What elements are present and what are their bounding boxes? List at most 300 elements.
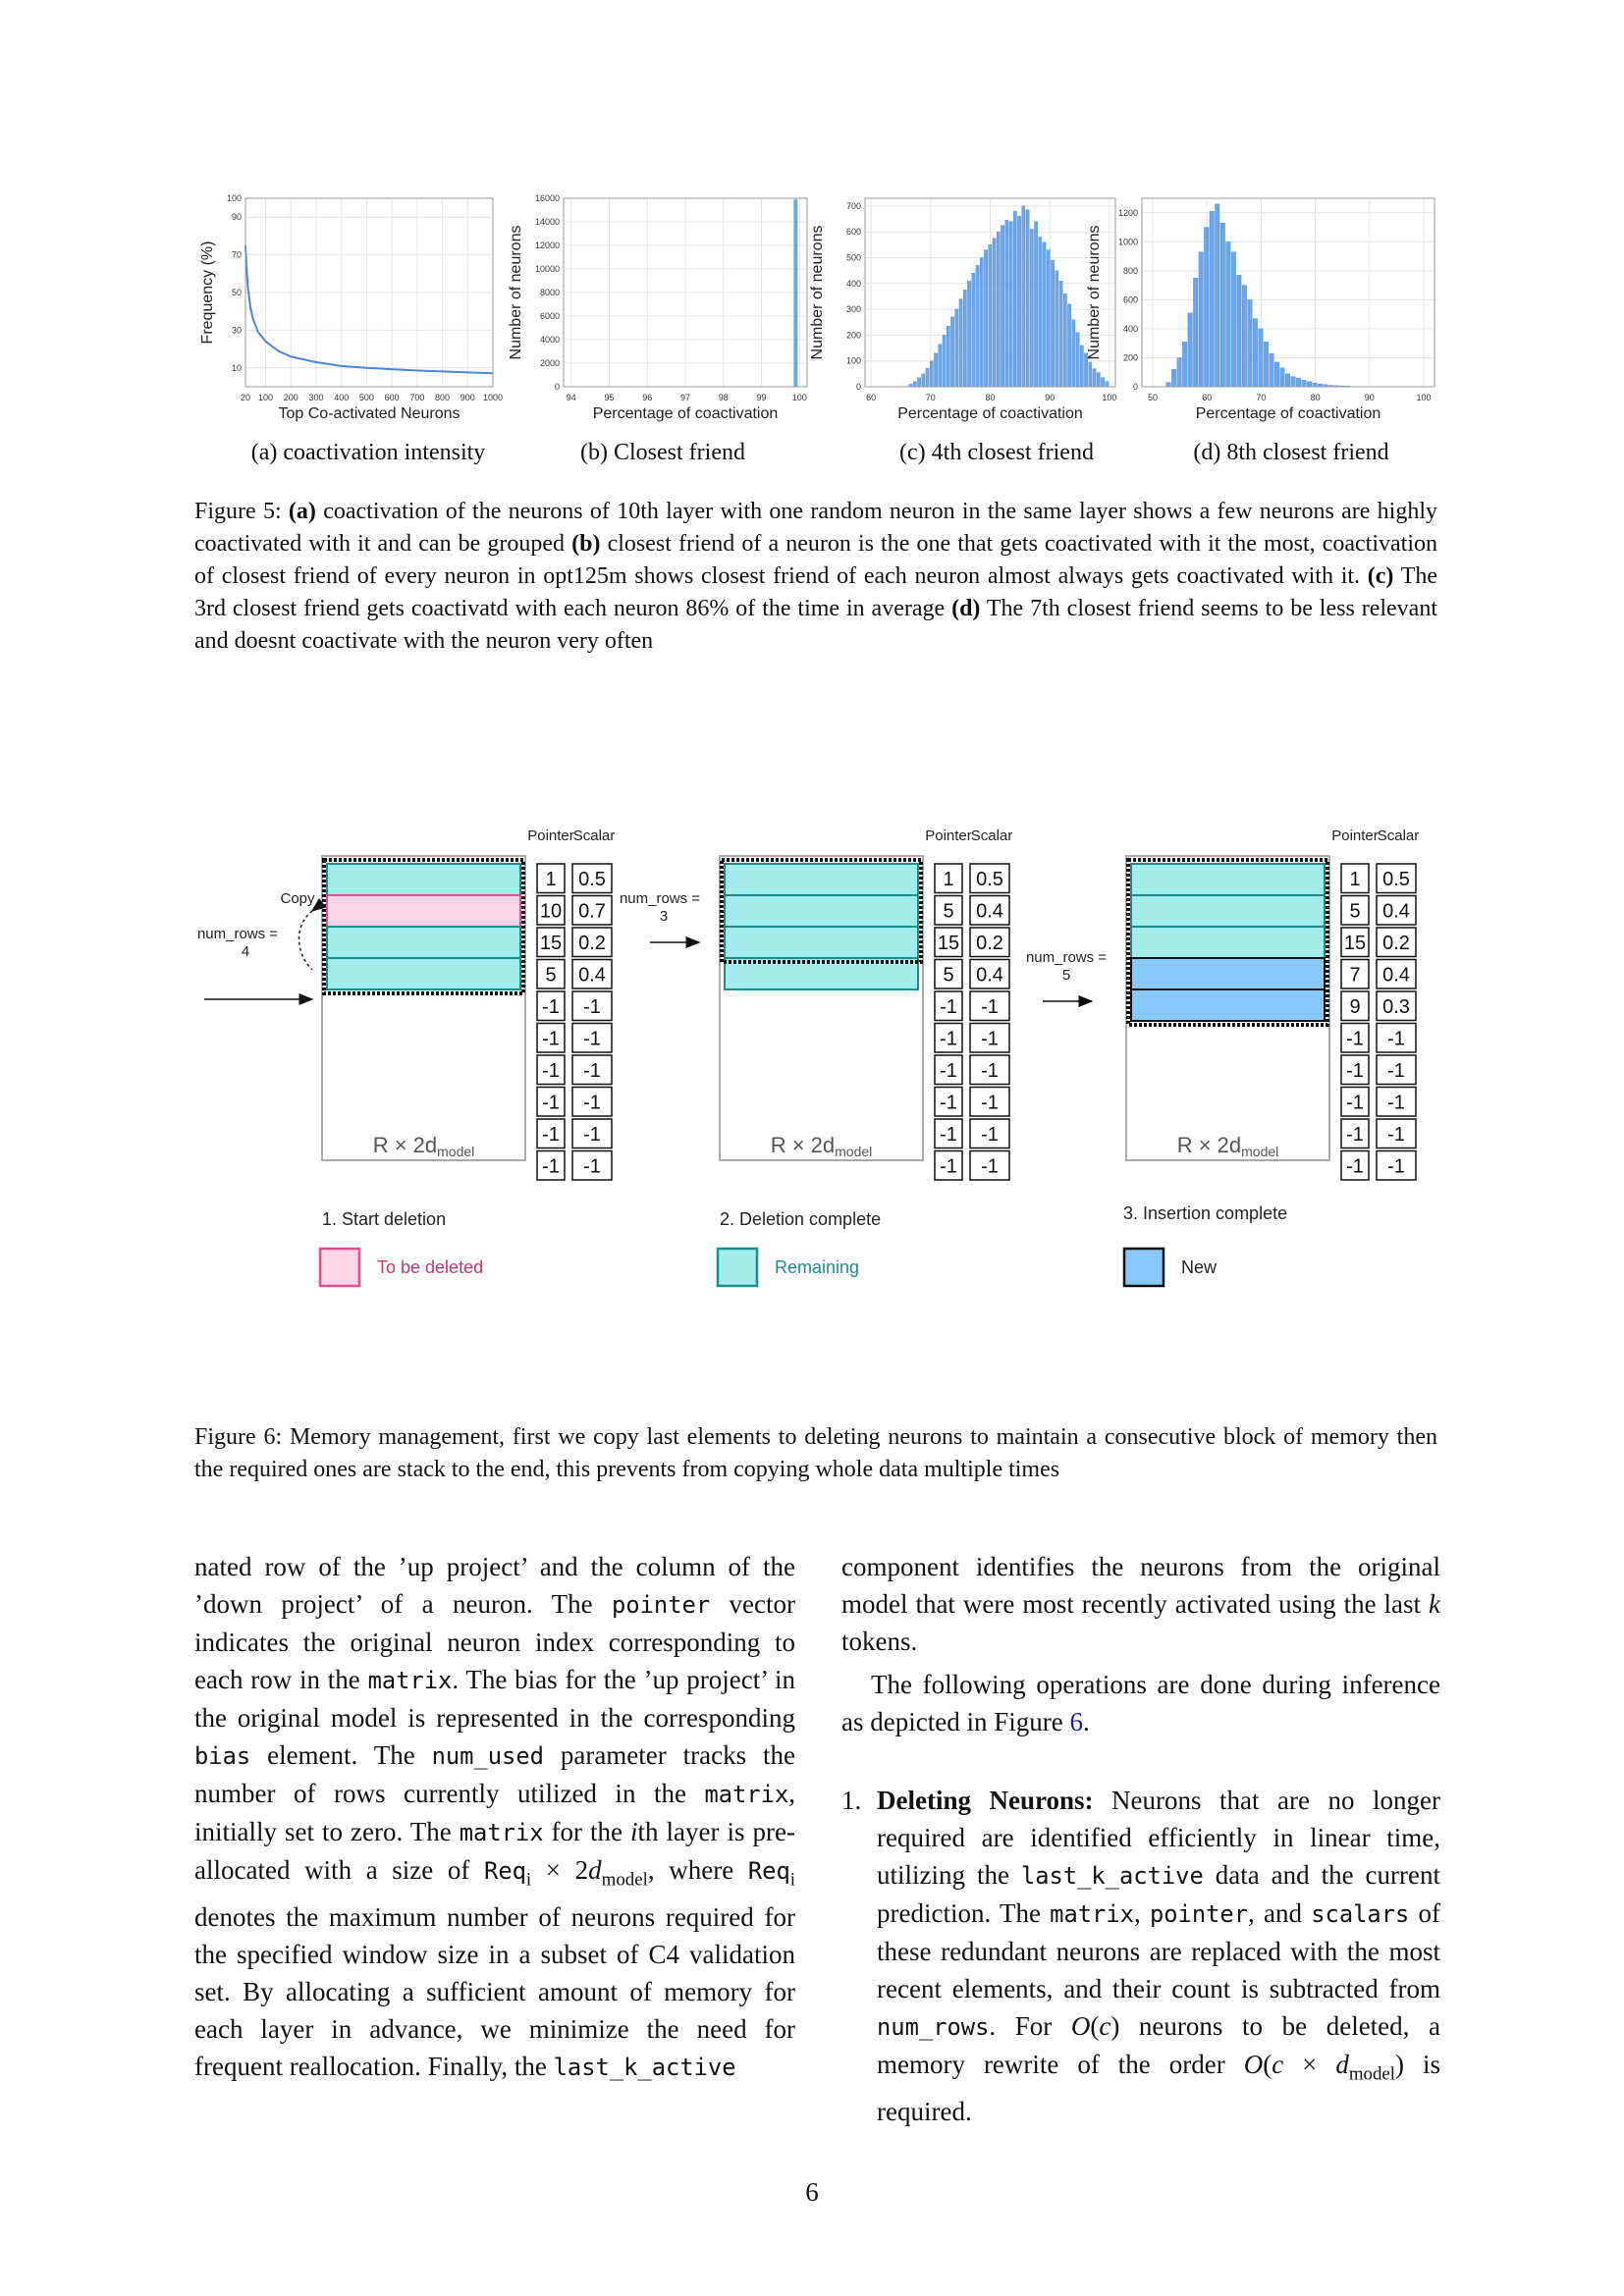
pointer-value: 15 (1343, 933, 1367, 954)
pointer-value: 1 (545, 869, 557, 890)
code-pointer: pointer (1149, 1900, 1249, 1928)
code-req: Req (747, 1857, 790, 1885)
scalar-value: -1 (981, 996, 999, 1018)
scalar-value: 0.4 (578, 964, 606, 987)
pointer-value: -1 (1346, 1092, 1364, 1114)
y-tick-label: 400 (1122, 323, 1138, 334)
y-tick-label: 1000 (1117, 237, 1138, 247)
scalar-header: Scalar (572, 828, 616, 844)
x-tick-label: 90 (1045, 393, 1056, 402)
x-tick-label: 70 (925, 393, 936, 402)
text-run: element. The (250, 1740, 432, 1770)
histogram-bar (1285, 374, 1290, 387)
histogram-bar (1253, 319, 1258, 387)
text-run: ( (1090, 2011, 1100, 2041)
x-tick-label: 200 (283, 393, 298, 402)
num-rows-value-1: 4 (241, 943, 250, 960)
scalar-value: -1 (981, 1092, 999, 1114)
figure-link[interactable]: 6 (1069, 1707, 1083, 1736)
pointer-value: -1 (940, 1028, 957, 1050)
scalar-value: -1 (1387, 1028, 1405, 1050)
legend-label: Remaining (775, 1257, 860, 1277)
scalar-value: -1 (583, 1092, 601, 1114)
pointer-value: -1 (940, 1060, 957, 1082)
histogram-bar (1039, 237, 1042, 387)
panel-title: 2. Deletion complete (720, 1209, 882, 1229)
scalar-value: 0.2 (578, 933, 606, 954)
y-tick-label: 14000 (534, 217, 560, 227)
legend-swatch (1124, 1249, 1164, 1286)
num-rows-label-2: num_rows = (619, 890, 701, 907)
histogram-bar (989, 244, 992, 387)
scalar-value: -1 (583, 996, 601, 1018)
left-column-paragraph (194, 1548, 795, 2086)
legend-swatch (320, 1249, 359, 1286)
scalar-value: 0.2 (976, 933, 1003, 954)
x-tick-label: 100 (258, 393, 274, 402)
figure-6-caption (194, 1421, 1437, 1486)
code-matrix: matrix (704, 1781, 789, 1808)
pointer-value: 5 (943, 964, 954, 987)
text-run: coactivation of the neurons of 10th layer with one random neuron in the same layer shows a few neurons are highly coactivated with it and can be grouped (194, 499, 1438, 557)
matrix-row (1131, 864, 1325, 895)
text-run: Neurons that are no longer required are identified efficiently in linear time, utilizing the (877, 1786, 1440, 1890)
x-tick-label: 100 (1102, 393, 1117, 402)
histogram-bar (972, 273, 975, 387)
matrix-row (1131, 989, 1325, 1021)
histogram-bar (1199, 252, 1204, 387)
pointer-value: -1 (1346, 1155, 1364, 1178)
histogram-bar (939, 345, 942, 387)
text-run: vector indicates the original neuron index corresponding to each row in the (194, 1589, 795, 1694)
text-run: ) neurons to be deleted, a memory rewrite of the order (877, 2011, 1440, 2079)
num-rows-label-3: num_rows = (1025, 949, 1108, 966)
x-tick-label: 90 (1364, 393, 1375, 402)
subscript: i (789, 1869, 795, 1891)
histogram-bar (1030, 230, 1033, 387)
num-rows-label-1: num_rows = (196, 926, 279, 942)
math-var: d (1335, 2050, 1349, 2079)
figure-6-memory-diagram (0, 805, 1624, 1315)
y-tick-label: 10 (231, 362, 242, 373)
histogram-bar (1296, 378, 1301, 387)
y-tick-label: 4000 (539, 335, 560, 345)
histogram-bar (1171, 369, 1176, 387)
x-tick-label: 94 (566, 393, 576, 402)
bold-run: (c) (1367, 563, 1394, 589)
pointer-value: 7 (1349, 964, 1361, 987)
text-run: The 3rd closest friend gets coactivatd with each neuron 86% of the time in average (194, 563, 1437, 621)
histogram-bar (1001, 226, 1003, 387)
histogram-bar (963, 290, 966, 387)
histogram-bar (1013, 211, 1016, 387)
x-tick-label: 400 (334, 393, 350, 402)
text-run: of these redundant neurons are replaced with the most recent elements, and their count is subtracted from (877, 1898, 1441, 2003)
histogram-bar (1059, 281, 1062, 387)
text-run: . (1082, 1707, 1090, 1736)
histogram-bar (793, 199, 797, 387)
y-axis-label: Frequency (%) (199, 240, 216, 345)
memory-panel-2 (718, 828, 1012, 1286)
y-tick-label: 100 (226, 193, 242, 203)
figure-6-caption-label: Figure 6: (194, 1424, 283, 1450)
histogram-bar (1009, 222, 1012, 387)
matrix-size-subscript: model (437, 1144, 475, 1159)
pointer-value: -1 (940, 1124, 957, 1146)
histogram-bar (1101, 378, 1104, 387)
y-tick-label: 2000 (539, 358, 560, 368)
x-tick-label: 99 (756, 393, 767, 402)
subscript: i (525, 1869, 532, 1891)
matrix-row (725, 895, 918, 927)
histogram-bar (1022, 206, 1025, 387)
histogram-bar (1076, 333, 1079, 387)
text-run: data and the current prediction. The (877, 1860, 1440, 1928)
chart-4th-closest-friend (809, 198, 1116, 422)
scalar-value: -1 (583, 1028, 601, 1050)
histogram-bar (950, 317, 953, 387)
y-tick-label: 100 (845, 355, 861, 366)
text-run: × (1283, 2050, 1336, 2079)
code-last-k-active: last_k_active (553, 2054, 736, 2082)
math-var: O (1243, 2050, 1264, 2079)
right-column-paragraph-1 (841, 1548, 1440, 1660)
histogram-bar (1313, 383, 1318, 387)
figure-6-caption-text: Memory management, first we copy last elements to deleting neurons to maintain a consecutive block of memory then the required ones are stack to the end, this prevents from copying whole data multiple times (194, 1424, 1437, 1482)
histogram-bar (984, 250, 987, 387)
code-num-used: num_used (431, 1742, 544, 1770)
histogram-bar (947, 326, 949, 387)
x-tick-label: 100 (791, 393, 807, 402)
y-tick-label: 700 (845, 200, 861, 211)
x-tick-label: 80 (1310, 393, 1321, 402)
y-tick-label: 0 (1132, 382, 1138, 392)
y-tick-label: 90 (231, 212, 242, 223)
histogram-bar (922, 374, 925, 387)
histogram-bar (955, 309, 958, 387)
scalar-header: Scalar (970, 828, 1013, 844)
histogram-bar (1220, 223, 1225, 387)
subcaption-d: (d) 8th closest friend (1193, 440, 1389, 465)
x-tick-label: 95 (604, 393, 615, 402)
math-var: O (1070, 2011, 1091, 2041)
memory-panel-3 (1123, 828, 1419, 1286)
math-var: k (1429, 1589, 1440, 1619)
matrix-size-label: R × 2dmodel (372, 1133, 475, 1159)
pointer-value: -1 (1346, 1060, 1364, 1082)
histogram-bar (1270, 353, 1274, 387)
scalar-value: 0.2 (1382, 933, 1410, 954)
y-tick-label: 600 (1122, 294, 1138, 305)
x-tick-label: 500 (358, 393, 374, 402)
code-scalars: scalars (1311, 1900, 1410, 1928)
y-tick-label: 12000 (534, 240, 560, 250)
histogram-bar (1106, 382, 1109, 387)
x-tick-label: 60 (866, 393, 877, 402)
scalar-value: -1 (981, 1124, 999, 1146)
num-rows-value-2: 3 (659, 908, 669, 925)
histogram-bar (1056, 271, 1058, 387)
x-tick-label: 20 (240, 393, 251, 402)
histogram-bar (997, 232, 1000, 387)
legend-label: To be deleted (377, 1257, 484, 1277)
chart-closest-friend (508, 193, 807, 422)
figure-5-charts (0, 187, 1624, 432)
pointer-value: -1 (940, 996, 957, 1018)
matrix-row (725, 864, 918, 895)
histogram-bar (967, 281, 970, 387)
text-run: , and (1248, 1898, 1312, 1928)
page-number: 6 (805, 2177, 819, 2207)
right-column-paragraph-2 (841, 1666, 1440, 1740)
y-tick-label: 6000 (539, 311, 560, 321)
histogram-bar (926, 368, 929, 387)
chart-coactivation-intensity (199, 193, 503, 422)
text-run: denotes the maximum number of neurons required for the specified window size in a subset of C4 validation set. By allocating a sufficient amount of memory for each layer in advance, we minimize the need for frequent reallocation. Finally, the (194, 1902, 795, 2082)
legend-label: New (1181, 1257, 1218, 1277)
matrix-row (327, 895, 520, 927)
x-tick-label: 600 (384, 393, 400, 402)
pointer-value: -1 (542, 1092, 560, 1114)
bold-run: (d) (951, 596, 981, 621)
text-run: . For (989, 2011, 1071, 2041)
y-axis-label: Number of neurons (809, 225, 826, 360)
pointer-value: 1 (943, 869, 954, 890)
scalar-value: -1 (1387, 1060, 1405, 1082)
text-run: tokens. (841, 1627, 918, 1656)
x-tick-label: 97 (679, 393, 691, 402)
text-run: component identifies the neurons from the original model that were most recently activated using the last (841, 1552, 1440, 1619)
text-run: ) is required. (877, 2050, 1441, 2127)
pointer-value: -1 (542, 1028, 560, 1050)
right-column (841, 1548, 1440, 2130)
scalar-value: 0.5 (578, 869, 606, 890)
matrix-size-label: R × 2dmodel (770, 1133, 873, 1159)
histogram-bar (1280, 368, 1285, 387)
list-number: 1. (841, 1786, 862, 1815)
pointer-value: 5 (1349, 900, 1361, 923)
histogram-bar (1177, 357, 1182, 387)
code-matrix: matrix (459, 1819, 544, 1846)
histogram-bar (917, 378, 920, 387)
text-run: , (1133, 1898, 1150, 1928)
pointer-value: -1 (1346, 1124, 1364, 1146)
x-tick-label: 1000 (482, 393, 504, 402)
pointer-value: -1 (542, 996, 560, 1018)
histogram-bar (1047, 250, 1050, 387)
histogram-bar (1063, 294, 1066, 387)
pointer-value: 15 (937, 933, 960, 954)
y-tick-label: 0 (554, 382, 560, 392)
scalar-value: 0.3 (1382, 996, 1410, 1018)
code-num-rows: num_rows (877, 2013, 990, 2041)
y-tick-label: 1200 (1117, 207, 1138, 218)
list-item-text (877, 1782, 1440, 2130)
scalar-value: -1 (981, 1060, 999, 1082)
histogram-bar (1188, 313, 1193, 387)
histogram-bar (1093, 369, 1096, 387)
histogram-bar (1259, 329, 1264, 387)
histogram-bar (1193, 278, 1198, 387)
scalar-value: -1 (1387, 1124, 1405, 1146)
histogram-bar (1231, 252, 1236, 387)
histogram-bar (934, 353, 937, 387)
text-run: for the (543, 1817, 631, 1846)
bold-run: (a) (288, 499, 316, 524)
histogram-bar (1274, 362, 1279, 387)
x-tick-label: 50 (1148, 393, 1159, 402)
series-line (245, 245, 493, 373)
histogram-bar (1005, 220, 1008, 387)
matrix-row (327, 927, 520, 958)
figure-5-caption (194, 496, 1437, 658)
scalar-value: -1 (981, 1155, 999, 1178)
histogram-bar (1043, 242, 1046, 387)
matrix-size-subscript: model (835, 1144, 873, 1159)
matrix-row (725, 927, 918, 958)
scalar-value: -1 (981, 1028, 999, 1050)
pointer-header: Pointer (527, 828, 574, 844)
subcaption-a: (a) coactivation intensity (250, 440, 486, 465)
figure-5-caption-label: Figure 5: (194, 499, 282, 524)
y-tick-label: 30 (231, 325, 242, 336)
x-tick-label: 80 (985, 393, 996, 402)
left-column (194, 1548, 795, 2086)
memory-panel-1 (320, 828, 615, 1286)
text-run: × 2 (531, 1855, 589, 1885)
y-tick-label: 800 (1122, 265, 1138, 276)
copy-arrow (299, 911, 313, 970)
subcaption-b: (b) Closest friend (580, 440, 745, 465)
text-run: , initially set to zero. The (194, 1779, 795, 1846)
x-tick-label: 700 (409, 393, 425, 402)
x-axis-label: Percentage of coactivation (897, 405, 1083, 422)
list-item-deleting-neurons (841, 1782, 1440, 2130)
histogram-bar (1166, 383, 1171, 387)
text-run: ( (1263, 2050, 1272, 2079)
y-tick-label: 8000 (539, 288, 560, 297)
x-tick-label: 96 (642, 393, 653, 402)
histogram-bar (1097, 373, 1100, 387)
code-last-k-active: last_k_active (1020, 1862, 1204, 1890)
text-run: closest friend of a neuron is the one that gets coactivated with it the most, coactivation of closest friend of every neuron in opt125m shows closest friend of each neuron almost always gets coactivated with it. (194, 531, 1438, 589)
x-tick-label: 300 (308, 393, 324, 402)
math-var: c (1099, 2011, 1111, 2041)
scalar-value: -1 (583, 1124, 601, 1146)
x-tick-label: 60 (1202, 393, 1213, 402)
y-tick-label: 16000 (534, 193, 560, 203)
histogram-bar (943, 335, 946, 387)
scalar-value: -1 (583, 1060, 601, 1082)
y-tick-label: 200 (845, 330, 861, 341)
histogram-bar (1017, 216, 1020, 387)
y-tick-label: 200 (1122, 352, 1138, 363)
pointer-value: -1 (1346, 1028, 1364, 1050)
pointer-value: -1 (542, 1155, 560, 1178)
scalar-value: 0.4 (976, 900, 1003, 923)
pointer-header: Pointer (1331, 828, 1379, 844)
pointer-value: 5 (545, 964, 557, 987)
scalar-value: -1 (1387, 1155, 1405, 1178)
scalar-value: 0.4 (1382, 964, 1410, 987)
scalar-value: 0.4 (976, 964, 1003, 987)
pointer-value: 5 (943, 900, 954, 923)
pointer-header: Pointer (925, 828, 972, 844)
y-tick-label: 400 (845, 278, 861, 289)
code-req: Req (484, 1857, 526, 1885)
math-var: i (630, 1817, 638, 1846)
histogram-bar (980, 257, 983, 387)
x-tick-label: 98 (718, 393, 729, 402)
y-tick-label: 70 (231, 249, 242, 260)
histogram-bar (993, 239, 996, 387)
pointer-value: 10 (539, 900, 563, 923)
pointer-value: -1 (542, 1060, 560, 1082)
text-run: The 7th closest friend seems to be less relevant and doesnt coactivate with the neuron very often (194, 596, 1438, 654)
subscript: model (601, 1869, 648, 1891)
histogram-bar (1291, 377, 1296, 387)
y-tick-label: 500 (845, 252, 861, 263)
y-axis-label: Number of neurons (1086, 225, 1103, 360)
legend-swatch (718, 1249, 757, 1286)
text-run: . The bias for the ’up project’ in the original model is represented in the corresponding (194, 1665, 795, 1733)
x-tick-label: 900 (460, 393, 475, 402)
math-var: d (588, 1855, 602, 1885)
bold-run: (b) (571, 531, 601, 557)
scalar-header: Scalar (1377, 828, 1420, 844)
code-bias: bias (194, 1742, 251, 1770)
histogram-bar (1182, 342, 1187, 387)
text-run: parameter tracks the number of rows currently utilized in the (194, 1740, 795, 1808)
histogram-bar (1242, 286, 1247, 387)
text-run: th layer is pre-allocated with a size of (194, 1817, 796, 1885)
x-axis-label: Percentage of coactivation (592, 405, 779, 422)
histogram-bar (976, 265, 979, 387)
histogram-bar (1264, 342, 1269, 387)
matrix-size-label: R × 2dmodel (1176, 1133, 1279, 1159)
y-tick-label: 0 (855, 382, 861, 392)
pointer-value: -1 (940, 1155, 957, 1178)
scalar-value: -1 (1387, 1092, 1405, 1114)
matrix-row (1131, 895, 1325, 927)
matrix-row (327, 864, 520, 895)
histogram-bar (1080, 346, 1083, 387)
matrix-size-subscript: model (1241, 1144, 1279, 1159)
histogram-bar (1216, 204, 1220, 387)
scalar-value: 0.5 (1382, 869, 1410, 890)
pointer-value: 9 (1349, 996, 1361, 1018)
y-tick-label: 50 (231, 288, 242, 297)
pointer-value: 1 (1349, 869, 1361, 890)
histogram-bar (1072, 320, 1075, 387)
panel-title: 3. Insertion complete (1123, 1203, 1288, 1223)
histogram-bar (913, 382, 916, 387)
code-matrix: matrix (367, 1667, 453, 1694)
num-rows-value-3: 5 (1061, 967, 1071, 984)
histogram-bar (1307, 382, 1312, 387)
histogram-bar (1248, 299, 1253, 387)
text-run: nated row of the ’up project’ and the column of the ’down project’ of a neuron. The (194, 1552, 795, 1619)
scalar-value: 0.4 (1382, 900, 1410, 923)
x-tick-label: 100 (1416, 393, 1432, 402)
histogram-bar (1089, 362, 1092, 387)
chart-8th-closest-friend (1086, 198, 1435, 422)
scalar-value: 0.5 (976, 869, 1003, 890)
histogram-bar (1067, 304, 1070, 387)
subscript: model (1348, 2063, 1396, 2085)
pointer-value: 15 (539, 933, 563, 954)
subcaption-c: (c) 4th closest friend (899, 440, 1094, 465)
